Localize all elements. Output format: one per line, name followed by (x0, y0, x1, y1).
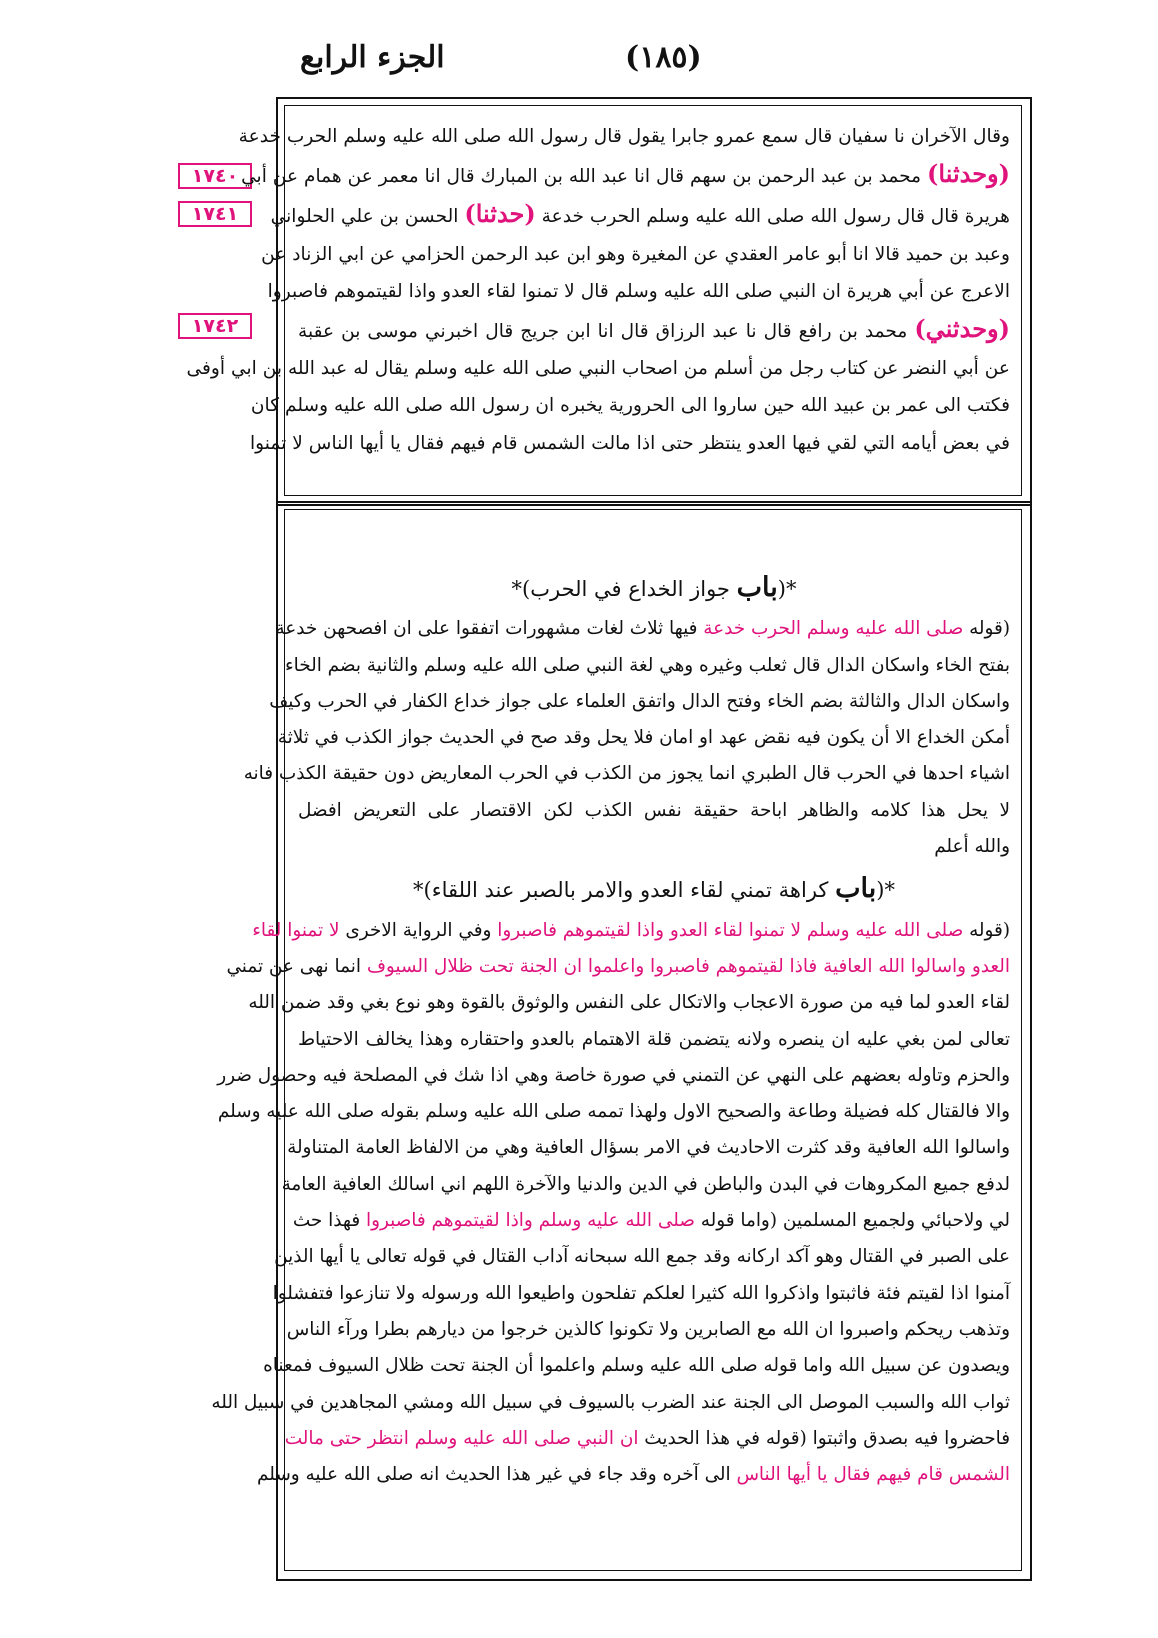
text-line (270, 195, 1010, 235)
text-segment: وفي الرواية الاخرى (339, 919, 498, 941)
highlighted-text: (حدثنا) (464, 199, 536, 229)
text-line (277, 720, 1010, 756)
text-segment: على الصبر في القتال وهو آكد اركانه وقد جمع الله سبحانه آداب القتال في قوله تعالى يا أيها الذين (274, 1246, 1010, 1268)
text-segment: اشياء احدها في الحرب قال الطبري انما يجوز من الكذب في الحرب المعاريض دون حقيقة الكذب فانه (243, 763, 1010, 785)
text-segment: فكتب الى عمر بن عبيد الله حين ساروا الى الحرورية يخبره ان رسول الله صلى الله عليه وسلم كان (250, 395, 1010, 417)
text-line (274, 1239, 1010, 1275)
text-line (287, 1130, 1010, 1166)
text-line (217, 1058, 1010, 1094)
highlighted-text: الشمس قام فيهم فقال يا أيها الناس (736, 1464, 1010, 1486)
section-title (298, 871, 1010, 908)
text-line (238, 118, 1010, 155)
text-segment: واسالوا الله العافية وقد كثرت الاحاديث في الامر بسؤال العافية وهي من الالفاظ العامة المتناولة (287, 1137, 1010, 1159)
text-segment: لقاء العدو لما فيه من صورة الاعجاب والاتكال على النفس والوثوق بالقوة وهو نوع بغي وقد ضمن الله (248, 992, 1010, 1014)
title-text: كراهة تمني لقاء العدو والامر بالصبر عند اللقاء)* (413, 878, 836, 903)
text-line (226, 949, 1010, 985)
text-line (286, 1312, 1010, 1348)
text-segment: وقال الآخران نا سفيان قال سمع عمرو جابرا يقول قال رسول الله صلى الله عليه وسلم الحرب خدعة (238, 126, 1010, 147)
text-segment: بفتح الخاء واسكان الدال قال ثعلب وغيره وهي لغة النبي صلى الله عليه وسلم والثانية بضم الخاء (284, 654, 1010, 676)
text-segment: فهذا حث (292, 1210, 366, 1232)
text-line (298, 310, 1010, 350)
text-segment: ثواب الله والسبب الموصل الى الجنة عند الضرب بالسيوف في سبيل الله ومشي المجاهدين في سبيل الله (211, 1391, 1010, 1413)
text-segment: الاعرج عن أبي هريرة ان النبي صلى الله عليه وسلم قال لا تمنوا لقاء العدو واذا لقيتموهم فاصبروا (267, 280, 1010, 302)
text-line (298, 793, 1010, 829)
text-segment: عن أبي النضر عن كتاب رجل من أسلم من اصحاب النبي صلى الله عليه وسلم يقال له عبد الله بن ابي أوفى (186, 358, 1010, 380)
title-bab: باب (835, 873, 877, 905)
text-line (298, 1022, 1010, 1058)
text-line (241, 155, 1010, 195)
text-segment: محمد بن رافع قال نا عبد الرزاق قال انا ابن جريج قال اخبرني موسى بن عقبة (298, 321, 915, 343)
text-segment: وعبد بن حميد قالا انا أبو عامر العقدي عن المغيرة وهو ابن عبد الرحمن الحزامي عن ابي الزناد عن (261, 243, 1010, 265)
text-line (269, 684, 1010, 720)
text-segment: آمنوا اذا لقيتم فئة فاثبتوا واذكروا الله كثيرا لعلكم تفلحون واطيعوا الله ورسوله ولا تنازعوا فتفشلوا (272, 1282, 1010, 1304)
text-line (298, 829, 1010, 865)
text-segment: لدفع جميع المكروهات في البدن والباطن في الدين والدنيا والآخرة اللهم اني اسالك العافية العامة (281, 1173, 1010, 1195)
running-header-part: الجزء الرابع (300, 40, 445, 75)
text-line (257, 1457, 1010, 1493)
text-line (263, 1348, 1010, 1384)
text-segment: الحسن بن علي الحلواني (270, 206, 465, 228)
text-line (261, 236, 1010, 273)
text-segment: والحزم وتاوله بعضهم على النهي عن التمني في صورة خاصة وهي اذا شك في المصلحة فيه وحصول ضرر (217, 1064, 1010, 1086)
commentary-text-block (211, 570, 1010, 1493)
text-segment: (قوله (963, 618, 1010, 640)
highlighted-text: (وحدثنا) (927, 159, 1010, 189)
highlighted-text: صلى الله عليه وسلم الحرب خدعة (703, 618, 964, 640)
text-segment: محمد بن عبد الرحمن بن سهم قال انا عبد الله بن المبارك قال انا معمر عن همام عن أبي (241, 166, 928, 188)
text-line (267, 273, 1010, 310)
text-line (250, 425, 1010, 462)
margin-hadith-number: ١٧٤٢ (178, 313, 252, 339)
text-segment: وتذهب ريحكم واصبروا ان الله مع الصابرين ولا تكونوا كالذين خرجوا من ديارهم بطرا ورآء الناس (286, 1318, 1010, 1340)
highlighted-text: لا تمنوا لقاء (252, 919, 340, 941)
title-prefix: *( (876, 878, 895, 903)
text-line (292, 1203, 1010, 1239)
text-segment: في بعض أيامه التي لقي فيها العدو ينتظر حتى اذا مالت الشمس قام فيهم فقال يا أيها الناس لا تمنوا (250, 432, 1010, 454)
text-line (186, 350, 1010, 387)
text-segment: انما نهى عن تمني (226, 955, 367, 977)
text-segment: (قوله (963, 919, 1010, 941)
text-line (275, 611, 1010, 647)
text-line (211, 1385, 1010, 1421)
title-prefix: *( (777, 577, 797, 601)
text-segment: والله أعلم (934, 836, 1010, 858)
margin-hadith-number: ١٧٤٠ (178, 163, 252, 189)
text-segment: تعالى لمن بغي عليه ان ينصره ولانه يتضمن قلة الاهتمام بالعدو واحتقاره وهذا يخالف الاحتياط (298, 1028, 1010, 1050)
text-line (250, 387, 1010, 424)
text-line (243, 756, 1010, 792)
text-segment: الى آخره وقد جاء في غير هذا الحديث انه صلى الله عليه وسلم (257, 1464, 737, 1486)
text-segment: فاحضروا فيه بصدق واثبتوا (قوله في هذا الحديث (638, 1427, 1010, 1449)
highlighted-text: صلى الله عليه وسلم واذا لقيتموهم فاصبروا (366, 1210, 695, 1232)
margin-hadith-number: ١٧٤١ (178, 201, 252, 227)
page-number: (١٨٥) (625, 40, 702, 75)
section-title (298, 570, 1010, 607)
text-line (248, 985, 1010, 1021)
text-line (252, 913, 1010, 949)
text-line (272, 1276, 1010, 1312)
highlighted-text: صلى الله عليه وسلم لا تمنوا لقاء العدو واذا لقيتموهم فاصبروا (497, 919, 964, 941)
text-segment: فيها ثلاث لغات مشهورات اتفقوا على ان افصحهن خدعة (275, 618, 704, 640)
highlighted-text: (وحدثني) (914, 314, 1010, 344)
text-line (217, 1094, 1010, 1130)
text-segment: واسكان الدال والثالثة بضم الخاء وفتح الدال واتفق العلماء على جواز خداع الكفار في الحرب وكيف (269, 690, 1010, 712)
text-line (284, 648, 1010, 684)
text-segment: لي ولاحبائي ولجميع المسلمين (واما قوله (694, 1210, 1010, 1232)
text-line (284, 1421, 1010, 1457)
title-text: جواز الخداع في الحرب)* (511, 577, 737, 601)
text-line (281, 1167, 1010, 1203)
highlighted-text: ان النبي صلى الله عليه وسلم انتظر حتى مالت (284, 1427, 639, 1449)
text-segment: ويصدون عن سبيل الله واما قوله صلى الله عليه وسلم واعلموا أن الجنة تحت ظلال السيوف فمعناه (263, 1355, 1010, 1377)
text-segment: لا يحل هذا كلامه والظاهر اباحة حقيقة نفس الكذب لكن الاقتصار على التعريض افضل (298, 799, 1010, 821)
text-segment: أمكن الخداع الا أن يكون فيه نقض عهد او امان فلا يحل وقد صح في الحديث جواز الكذب في ثلاثة (277, 727, 1010, 749)
title-bab: باب (736, 572, 778, 603)
highlighted-text: العدو واسالوا الله العافية فاذا لقيتموهم فاصبروا واعلموا ان الجنة تحت ظلال السيوف (366, 955, 1010, 977)
text-segment: هريرة قال قال رسول الله صلى الله عليه وسلم الحرب خدعة (535, 206, 1010, 228)
text-segment: والا فالقتال كله فضيلة وطاعة والصحيح الاول ولهذا تممه صلى الله عليه وسلم بقوله صلى الله عليه وسلم (217, 1101, 1010, 1123)
